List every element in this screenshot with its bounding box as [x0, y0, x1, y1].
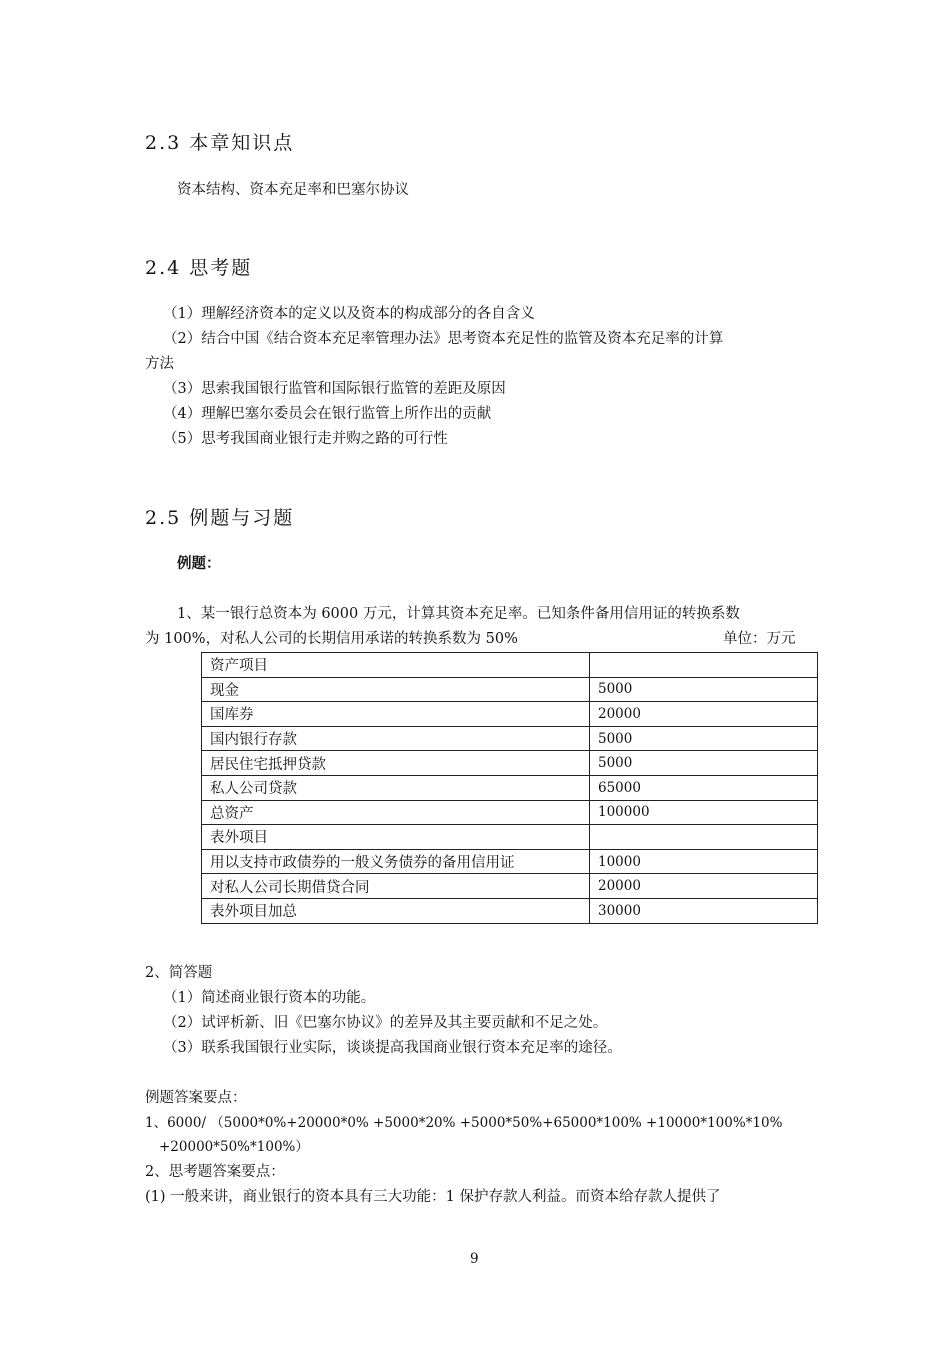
answer-2-line-1: (1) 一般来讲，商业银行的资本具有三大功能：1 保护存款人利益。而资本给存款人提供了 — [145, 1189, 721, 1205]
table-row — [202, 751, 818, 776]
table-cell-item: 用以支持市政债券的一般义务债券的备用信用证 — [202, 849, 590, 874]
short-answer-q3: （3）联系我国银行业实际，谈谈提高我国商业银行资本充足率的途径。 — [163, 1040, 622, 1056]
table-cell-value: 5000 — [590, 726, 818, 751]
question-5: （5）思考我国商业银行走并购之路的可行性 — [163, 431, 448, 447]
table-row — [202, 677, 818, 702]
table-cell-item: 私人公司贷款 — [202, 775, 590, 800]
table-row — [202, 874, 818, 899]
answer-2-title: 2、思考题答案要点： — [145, 1164, 285, 1180]
table-cell-value: 20000 — [590, 702, 818, 727]
table-row — [202, 849, 818, 874]
question-4: （4）理解巴塞尔委员会在银行监管上所作出的贡献 — [163, 406, 492, 422]
short-answer-q1: （1）简述商业银行资本的功能。 — [163, 990, 376, 1006]
example-label: 例题： — [177, 555, 221, 572]
table-row — [202, 702, 818, 727]
table-cell-value — [590, 653, 818, 678]
table-row — [202, 800, 818, 825]
table-cell-item: 居民住宅抵押贷款 — [202, 751, 590, 776]
table-cell-value: 65000 — [590, 775, 818, 800]
table-row — [202, 825, 818, 850]
question-1: （1）理解经济资本的定义以及资本的构成部分的各自含义 — [163, 306, 535, 322]
question-2: （2）结合中国《结合资本充足率管理办法》思考资本充足性的监管及资本充足率的计算 — [163, 331, 724, 347]
table-cell-value: 30000 — [590, 898, 818, 923]
answer-1-line-2: +20000*50%*100%） — [159, 1139, 309, 1155]
section-2-5-title: 2.5 例题与习题 — [145, 507, 295, 529]
table-cell-item: 国库券 — [202, 702, 590, 727]
table-cell-item: 表外项目加总 — [202, 898, 590, 923]
table-cell-value: 100000 — [590, 800, 818, 825]
table-cell-value — [590, 825, 818, 850]
table-cell-value: 10000 — [590, 849, 818, 874]
table-cell-value: 20000 — [590, 874, 818, 899]
section-2-3-title: 2.3 本章知识点 — [145, 132, 295, 154]
unit-label: 单位：万元 — [723, 631, 796, 647]
table-cell-value: 5000 — [590, 751, 818, 776]
table-cell-value: 5000 — [590, 677, 818, 702]
example-1-line-1: 1、某一银行总资本为 6000 万元，计算其资本充足率。已知条件备用信用证的转换系数 — [177, 606, 740, 622]
table-cell-item: 表外项目 — [202, 825, 590, 850]
answers-title: 例题答案要点： — [145, 1090, 247, 1106]
table-cell-item: 对私人公司长期借贷合同 — [202, 874, 590, 899]
question-2-continuation: 方法 — [145, 356, 174, 372]
table-row — [202, 726, 818, 751]
page-number: 9 — [470, 1251, 479, 1267]
table-cell-item: 资产项目 — [202, 653, 590, 678]
short-answer-q2: （2）试评析新、旧《巴塞尔协议》的差异及其主要贡献和不足之处。 — [163, 1015, 608, 1031]
short-answer-title: 2、简答题 — [145, 965, 213, 981]
table-row — [202, 898, 818, 923]
table-row — [202, 775, 818, 800]
table-cell-item: 总资产 — [202, 800, 590, 825]
example-1-line-2: 为 100%，对私人公司的长期信用承诺的转换系数为 50% — [145, 631, 518, 647]
section-2-3-content: 资本结构、资本充足率和巴塞尔协议 — [177, 182, 409, 198]
table-cell-item: 国内银行存款 — [202, 726, 590, 751]
section-2-4-title: 2.4 思考题 — [145, 257, 253, 279]
table-cell-item: 现金 — [202, 677, 590, 702]
answer-1-line-1: 1、6000/ （5000*0%+20000*0% +5000*20% +5000*50%+65000*100% +10000*100%*10% — [145, 1115, 783, 1131]
asset-table — [201, 652, 818, 924]
question-3: （3）思索我国银行监管和国际银行监管的差距及原因 — [163, 381, 506, 397]
table-row — [202, 653, 818, 678]
